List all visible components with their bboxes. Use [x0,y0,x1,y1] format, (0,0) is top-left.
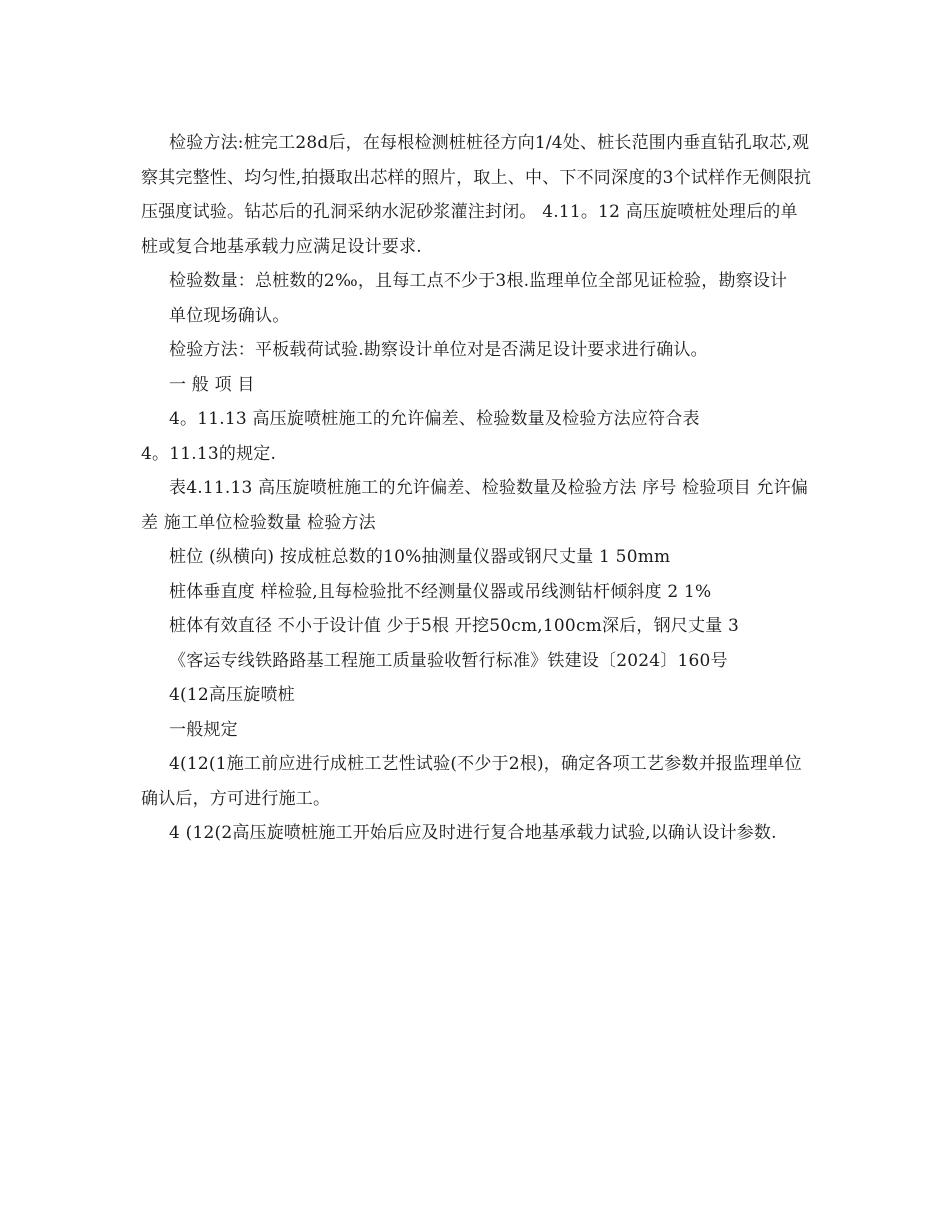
table-row-pile-diameter: 桩体有效直径 不小于设计值 少于5根 开挖50cm,100cm深后，钢尺丈量 3 [169,616,740,636]
paragraph-standard-reference: 《客运专线铁路路基工程施工质量验收暂行标准》铁建设〔2024〕160号 [169,650,728,671]
paragraph-test-method-plate-load: 检验方法：平板载荷试验.勘察设计单位对是否满足设计要求进行确认。 [169,340,708,360]
table-row-pile-verticality: 桩体垂直度 样检验,且每检验批不经测量仪器或吊线测钻杆倾斜度 2 1% [169,581,712,602]
paragraph-clause-4-12-2: 4 (12(2高压旋喷桩施工开始后应及时进行复合地基承载力试验,以确认设计参数. [169,823,777,843]
document-body [141,126,813,851]
paragraph-test-method-coring: 检验方法:桩完工28d后，在每根检测桩桩径方向1/4处、桩长范围内垂直钻孔取芯,观察其完整性、均匀性,拍摄取出芯样的照片，取上、中、下不同深度的3个试样作无侧限抗压强度试验。钻芯后的孔洞采纳水泥砂浆灌注封闭。 4.11。12 高压旋喷桩处理后的单桩或复合地基承载力应满足设计要求. [141,133,812,257]
paragraph-clause-4-11-13: 4。11.13 高压旋喷桩施工的允许偏差、检验数量及检验方法应符合表 [169,409,700,429]
paragraph-clause-4-11-13-cont: 4。11.13的规定. [141,443,277,464]
section-heading-general-provisions: 一般规定 [169,719,238,740]
section-heading-jet-grouting-pile: 4(12高压旋喷桩 [169,685,295,705]
section-heading-general-items: 一 般 项 目 [169,374,255,395]
paragraph-clause-4-12-1: 4(12(1施工前应进行成桩工艺性试验(不少于2根)，确定各项工艺参数并报监理单位确认后，方可进行施工。 [141,754,802,809]
paragraph-test-quantity: 检验数量：总桩数的2‰，且每工点不少于3根.监理单位全部见证检验，勘察设计 [169,271,788,291]
paragraph-site-confirmation: 单位现场确认。 [169,305,290,326]
table-row-pile-position: 桩位 (纵横向) 按成桩总数的10%抽测量仪器或钢尺丈量 1 50mm [169,547,671,567]
table-caption-4-11-13: 表4.11.13 高压旋喷桩施工的允许偏差、检验数量及检验方法 序号 检验项目 允许偏差 施工单位检验数量 检验方法 [141,478,809,533]
